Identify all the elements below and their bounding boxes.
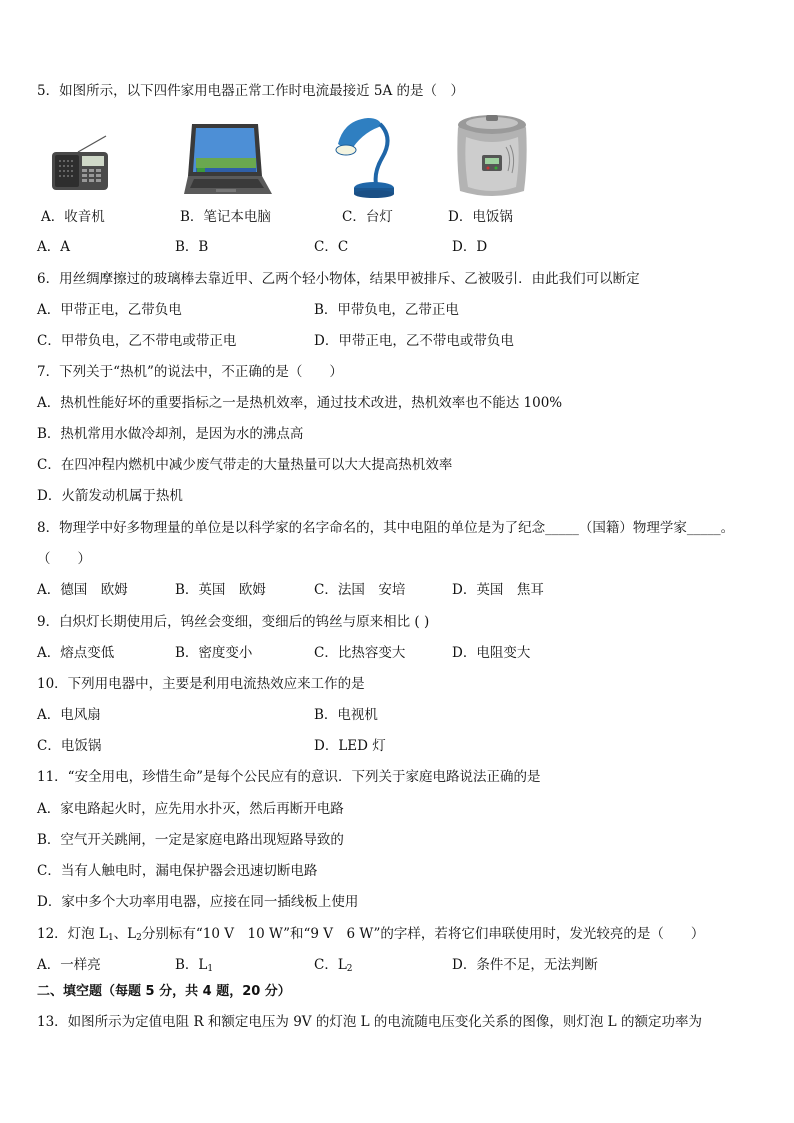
- q5-option-d[interactable]: D．D: [452, 239, 488, 255]
- laptop-icon: [182, 122, 274, 197]
- q5-stem: 5．如图所示，以下四件家用电器正常工作时电流最接近 5A 的是（ ）: [37, 83, 465, 99]
- label-laptop: B．笔记本电脑: [180, 209, 271, 225]
- desk-lamp-icon: [334, 114, 396, 198]
- label-lamp: C．台灯: [342, 209, 393, 225]
- q11-option-d[interactable]: D．家中多个大功率用电器，应接在同一插线板上使用: [37, 894, 359, 910]
- q12-option-c[interactable]: [314, 956, 353, 978]
- q6-option-c[interactable]: C．甲带负电，乙不带电或带正电: [37, 333, 237, 349]
- q11-stem: 11．“安全用电，珍惜生命”是每个公民应有的意识．下列关于家庭电路说法正确的是: [37, 769, 541, 785]
- q12-stem-part-b: 、L: [113, 926, 137, 942]
- q12-option-c-text: C．L: [314, 957, 347, 973]
- q9-option-c[interactable]: C．比热容变大: [314, 645, 406, 661]
- rice-cooker-picture: [452, 111, 532, 199]
- q8-option-d[interactable]: D．英国 焦耳: [452, 582, 544, 598]
- q9-stem: 9．白炽灯长期使用后，钨丝会变细，变细后的钨丝与原来相比 ( ): [37, 614, 430, 630]
- q5-option-b[interactable]: B．B: [175, 239, 209, 255]
- rice-cooker-icon: [452, 111, 532, 199]
- q7-option-a[interactable]: A．热机性能好坏的重要指标之一是热机效率，通过技术改进，热机效率也不能达 100%: [37, 395, 563, 411]
- q9-option-a[interactable]: A．熔点变低: [37, 645, 115, 661]
- q12-stem-part-c: 分别标有“10 V 10 W”和“9 V 6 W”的字样，若将它们串联使用时，发光较亮的是（ ）: [141, 926, 705, 942]
- q13-stem: 13．如图所示为定值电阻 R 和额定电压为 9V 的灯泡 L 的电流随电压变化关系的图像，则灯泡 L 的额定功率为: [37, 1014, 702, 1030]
- q11-option-a[interactable]: A．家电路起火时，应先用水扑灭，然后再断开电路: [37, 801, 344, 817]
- q8-option-c[interactable]: C．法国 安培: [314, 582, 406, 598]
- q12-option-b-text: B．L: [175, 957, 208, 973]
- radio-picture: [50, 132, 110, 194]
- q9-option-d[interactable]: D．电阻变大: [452, 645, 531, 661]
- q12-sub-1: 1: [107, 933, 114, 943]
- q8-stem: 8．物理学中好多物理量的单位是以科学家的名字命名的，其中电阻的单位是为了纪念_____（国籍）物理学家_____。: [37, 520, 735, 536]
- desk-lamp-picture: [334, 114, 396, 198]
- q8-option-a[interactable]: A．德国 欧姆: [37, 582, 128, 598]
- q10-option-b[interactable]: B．电视机: [314, 707, 378, 723]
- q11-option-c[interactable]: C．当有人触电时，漏电保护器会迅速切断电路: [37, 863, 318, 879]
- radio-icon: [50, 132, 110, 194]
- q12-option-b[interactable]: [175, 956, 213, 978]
- section-heading-fill-in: 二、填空题（每题 5 分，共 4 题，20 分）: [37, 984, 291, 999]
- q7-stem: 7．下列关于“热机”的说法中，不正确的是（ ）: [37, 364, 343, 380]
- q12-stem-part-a: 12．灯泡 L: [37, 926, 108, 942]
- q10-option-d[interactable]: D．LED 灯: [314, 738, 386, 754]
- q10-option-c[interactable]: C．电饭锅: [37, 738, 102, 754]
- q8-option-b[interactable]: B．英国 欧姆: [175, 582, 266, 598]
- q12-option-d[interactable]: D．条件不足，无法判断: [452, 957, 598, 973]
- label-radio: A．收音机: [41, 209, 105, 225]
- q12-sub-2: 2: [136, 933, 142, 943]
- q7-option-c[interactable]: C．在四冲程内燃机中减少废气带走的大量热量可以大大提高热机效率: [37, 457, 453, 473]
- q7-option-b[interactable]: B．热机常用水做冷却剂，是因为水的沸点高: [37, 426, 304, 442]
- q10-option-a[interactable]: A．电风扇: [37, 707, 101, 723]
- q6-option-b[interactable]: B．甲带负电，乙带正电: [314, 302, 459, 318]
- laptop-picture: [182, 122, 274, 197]
- label-rice-cooker: D．电饭锅: [448, 209, 513, 225]
- q12-option-c-sub: 2: [346, 964, 353, 974]
- q12-stem: [37, 925, 704, 947]
- q6-option-a[interactable]: A．甲带正电，乙带负电: [37, 302, 182, 318]
- q6-option-d[interactable]: D．甲带正电，乙不带电或带负电: [314, 333, 514, 349]
- q10-stem: 10．下列用电器中，主要是利用电流热效应来工作的是: [37, 676, 365, 692]
- q8-stem-bracket: （ ）: [37, 551, 91, 567]
- q12-option-a[interactable]: A．一样亮: [37, 957, 101, 973]
- q12-option-b-sub: 1: [207, 964, 214, 974]
- q11-option-b[interactable]: B．空气开关跳闸，一定是家庭电路出现短路导致的: [37, 832, 344, 848]
- q5-option-a[interactable]: A．A: [37, 239, 70, 255]
- q7-option-d[interactable]: D．火箭发动机属于热机: [37, 488, 183, 504]
- q9-option-b[interactable]: B．密度变小: [175, 645, 253, 661]
- q5-option-c[interactable]: C．C: [314, 239, 349, 255]
- q6-stem: 6．用丝绸摩擦过的玻璃棒去靠近甲、乙两个轻小物体，结果甲被排斥、乙被吸引．由此我们可以断定: [37, 271, 640, 287]
